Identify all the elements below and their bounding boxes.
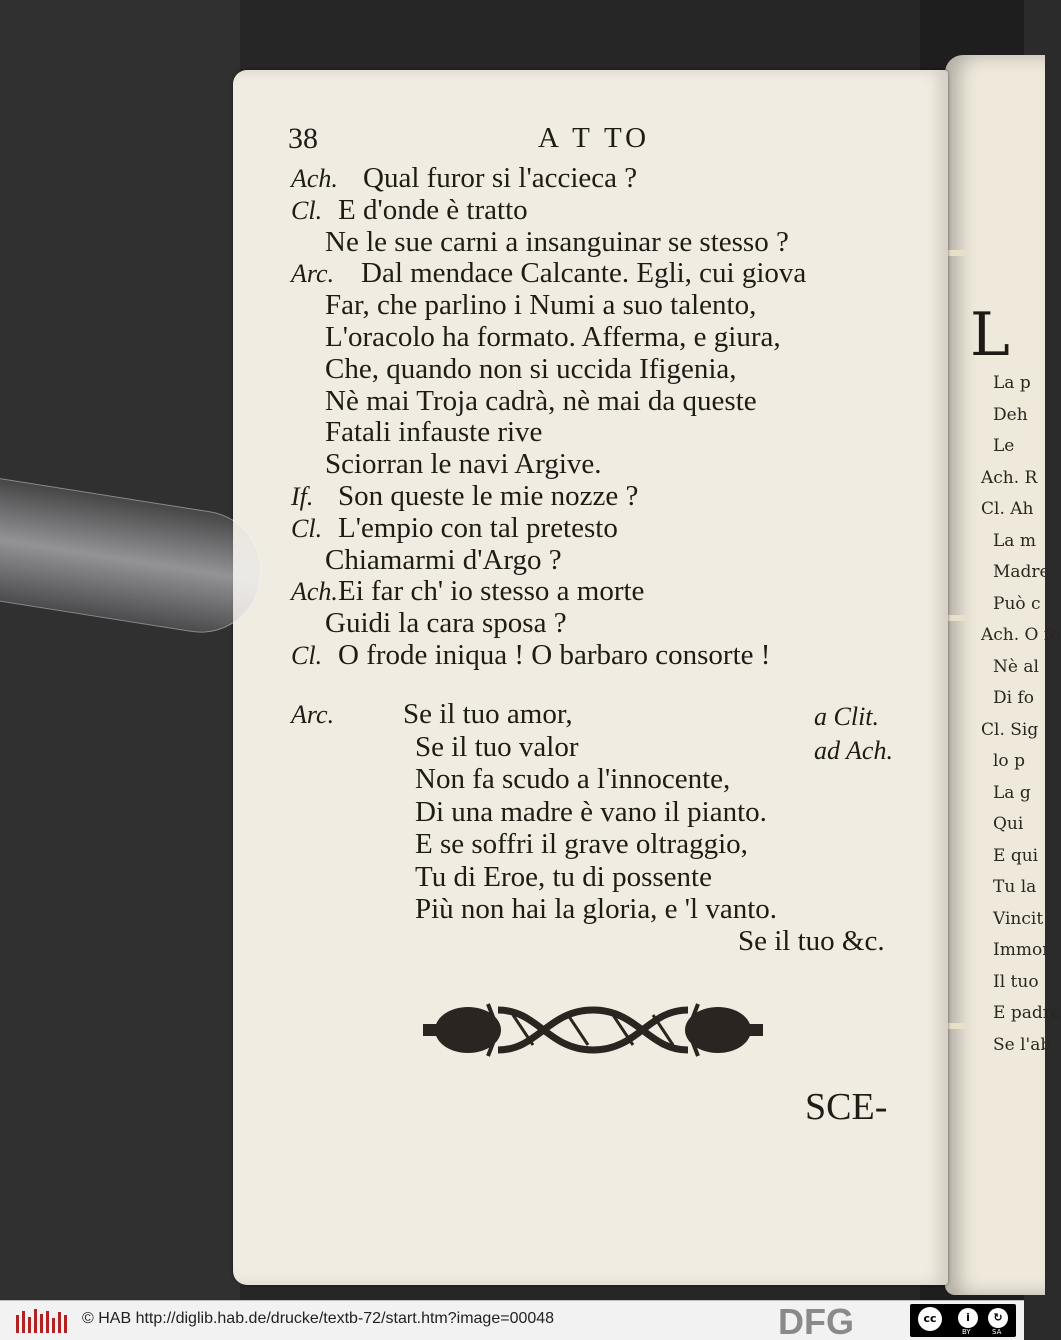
facing-fragment: Di fo bbox=[993, 688, 1034, 708]
aria-speaker: Arc. bbox=[291, 700, 335, 729]
hab-logo-icon bbox=[16, 1309, 72, 1333]
aria-line: E se soffri il grave oltraggio, bbox=[415, 828, 748, 860]
facing-fragment: Cl. Ah bbox=[981, 499, 1034, 519]
running-head: A T TO bbox=[538, 122, 651, 154]
book-page bbox=[233, 70, 948, 1285]
footer-bar bbox=[0, 1300, 1024, 1340]
facing-fragment: Deh bbox=[993, 404, 1028, 425]
aria-line: Non fa scudo a l'innocente, bbox=[415, 763, 731, 795]
verse-line: Chiamarmi d'Argo ? bbox=[325, 543, 562, 576]
facing-fragment: Ach. O fo bbox=[981, 625, 1061, 645]
facing-fragment: Immor bbox=[993, 940, 1051, 960]
citation-link[interactable]: © HAB http://diglib.hab.de/drucke/textb-72/start.htm?image=00048 bbox=[82, 1310, 555, 1327]
aria-line: Se il tuo amor, bbox=[403, 698, 573, 730]
verse-line: Ne le sue carni a insanguinar se stesso ? bbox=[325, 225, 789, 258]
speaker-label: Ach. bbox=[291, 577, 338, 607]
verse-line: Che, quando non si uccida Ifigenia, bbox=[325, 352, 737, 385]
dfg-logo bbox=[778, 1301, 896, 1340]
verse-line: L'empio con tal pretesto bbox=[338, 511, 618, 544]
facing-fragment: Qui bbox=[993, 814, 1024, 834]
verse-line: Sciorran le navi Argive. bbox=[325, 448, 602, 481]
facing-fragment: Ach. R bbox=[981, 467, 1038, 488]
aria-line: Se il tuo valor bbox=[415, 730, 579, 763]
cc-license-badge[interactable] bbox=[910, 1304, 1016, 1337]
facing-initial: L bbox=[970, 300, 1010, 370]
license-by-label: BY bbox=[962, 1328, 971, 1336]
facing-fragment: Cl. Sig bbox=[981, 719, 1039, 740]
verse-line: E d'onde è tratto bbox=[338, 193, 528, 226]
speaker-label: Cl. bbox=[291, 641, 323, 670]
aria-line: Più non hai la gloria, e 'l vanto. bbox=[415, 893, 778, 925]
sa-icon: ↻ bbox=[988, 1308, 1008, 1328]
aria-line: Tu di Eroe, tu di possente bbox=[415, 860, 712, 893]
speaker-label: Arc. bbox=[291, 259, 335, 289]
speaker-label: Cl. bbox=[291, 513, 323, 543]
cc-icon: cc bbox=[918, 1307, 942, 1331]
verse-line: Far, che parlino i Numi a suo talento, bbox=[325, 289, 757, 322]
facing-fragment: Il tuo bbox=[993, 971, 1039, 992]
facing-page bbox=[945, 55, 1061, 1295]
dark-background bbox=[0, 0, 240, 1300]
verse-line: Guidi la cara sposa ? bbox=[325, 607, 567, 640]
page-number: 38 bbox=[288, 122, 318, 155]
by-icon: i bbox=[958, 1308, 978, 1328]
verse-line: Fatali infauste rive bbox=[325, 416, 543, 449]
facing-fragment: E padre bbox=[993, 1003, 1061, 1023]
facing-fragment: La p bbox=[993, 373, 1031, 393]
facing-fragment: La m bbox=[993, 530, 1036, 551]
stage-direction: ad Ach. bbox=[814, 736, 893, 765]
verse-line: O frode iniqua ! O barbaro consorte ! bbox=[338, 639, 771, 671]
dfg-logo-text: DFG bbox=[778, 1301, 854, 1340]
facing-fragment: E qui bbox=[993, 845, 1039, 866]
facing-fragment: lo p bbox=[993, 751, 1025, 771]
license-sa-label: SA bbox=[992, 1328, 1002, 1336]
speaker-label: Ach. bbox=[291, 164, 338, 193]
facing-fragment: Può c bbox=[993, 593, 1041, 614]
verse-line: Ei far ch' io stesso a morte bbox=[338, 575, 645, 608]
facing-fragment: La g bbox=[993, 782, 1031, 803]
catchword: SCE- bbox=[805, 1086, 888, 1128]
speaker-label: Cl. bbox=[291, 195, 323, 225]
facing-fragment: Tu la bbox=[993, 877, 1037, 897]
facing-fragment: Se l'ab bbox=[993, 1034, 1052, 1055]
verse-line: Son queste le mie nozze ? bbox=[338, 480, 639, 512]
verse-line: L'oracolo ha formato. Afferma, e giura, bbox=[325, 321, 781, 353]
stage-direction: a Clit. bbox=[814, 702, 880, 731]
facing-fragment: Nè al bbox=[993, 656, 1039, 677]
da-capo: Se il tuo &c. bbox=[738, 925, 885, 957]
facing-fragment: Le bbox=[993, 436, 1015, 456]
verse-line: Qual furor si l'accieca ? bbox=[363, 162, 638, 194]
facing-fragment: Vincit bbox=[993, 908, 1044, 929]
aria-line: Di una madre è vano il pianto. bbox=[415, 795, 767, 828]
verse-line: Nè mai Troja cadrà, nè mai da queste bbox=[325, 384, 757, 417]
facing-fragment: Madre bbox=[993, 562, 1050, 582]
verse-line: Dal mendace Calcante. Egli, cui giova bbox=[361, 257, 807, 290]
speaker-label: If. bbox=[291, 482, 314, 511]
ornament-divider bbox=[418, 990, 768, 1070]
